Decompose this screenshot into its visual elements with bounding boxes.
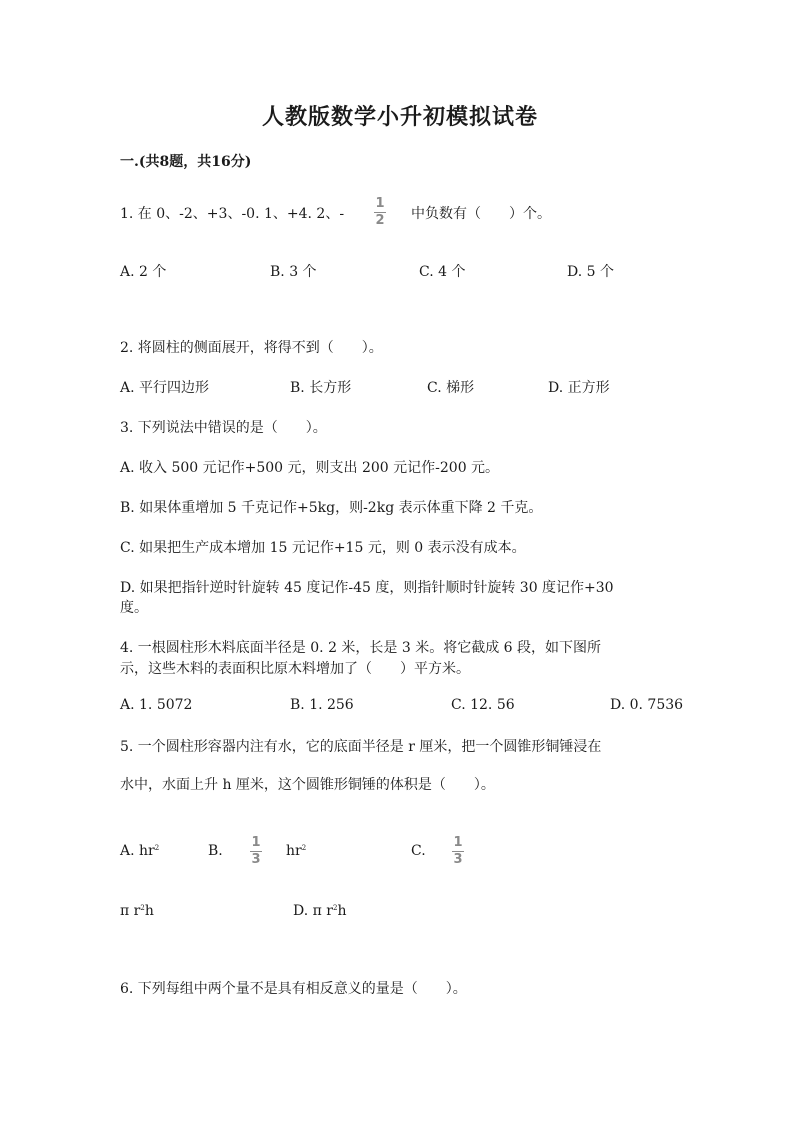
fraction-denominator: 3	[453, 852, 463, 867]
question-2-option-c[interactable]: C. 梯形	[427, 380, 475, 396]
question-4-stem-line-2: 示，这些木料的表面积比原木料增加了（ ）平方米。	[120, 661, 470, 677]
section-header: 一.(共8题，共16分)	[120, 154, 252, 170]
page-title: 人教版数学小升初模拟试卷	[261, 104, 538, 130]
question-5-option-d[interactable]	[293, 903, 346, 919]
question-2-option-a[interactable]: A. 平行四边形	[120, 380, 210, 396]
question-4-option-c[interactable]: C. 12. 56	[451, 697, 515, 713]
option-c-text: π r	[120, 903, 141, 919]
question-5-option-c-fraction	[450, 836, 466, 867]
question-4-stem-line-1: 4. 一根圆柱形木料底面半径是 0. 2 米，长是 3 米。将它截成 6 段，如下图所	[120, 640, 602, 656]
superscript-2: 2	[140, 904, 145, 912]
question-5-option-a[interactable]	[120, 843, 159, 859]
question-5-stem-line-1: 5. 一个圆柱形容器内注有水，它的底面半径是 r 厘米，把一个圆锥形铜锤浸在	[120, 739, 602, 755]
question-5-option-b-text[interactable]	[286, 843, 306, 859]
fraction-numerator: 1	[251, 835, 261, 850]
question-1-option-b[interactable]: B. 3 个	[270, 264, 317, 280]
fraction-numerator: 1	[453, 835, 463, 850]
superscript-2: 2	[301, 844, 307, 852]
question-3-option-b[interactable]: B. 如果体重增加 5 千克记作+5kg，则-2kg 表示体重下降 2 千克。	[120, 500, 543, 516]
question-1-stem-part-1: 1. 在 0、-2、+3、-0. 1、+4. 2、-	[120, 206, 345, 222]
question-4-option-a[interactable]: A. 1. 5072	[120, 697, 193, 713]
question-5-option-b-label[interactable]: B.	[208, 843, 223, 859]
question-3-stem: 3. 下列说法中错误的是（ ）。	[120, 420, 327, 436]
question-2-stem: 2. 将圆柱的侧面展开，将得不到（ ）。	[120, 340, 383, 356]
option-a-text: A. hr	[120, 843, 155, 859]
option-b-text: hr	[286, 843, 302, 859]
option-d-tail: h	[337, 903, 347, 919]
question-1-fraction	[372, 197, 388, 228]
question-5-stem-line-2: 水中，水面上升 h 厘米，这个圆锥形铜锤的体积是（ ）。	[120, 777, 495, 793]
question-3-option-c[interactable]: C. 如果把生产成本增加 15 元记作+15 元，则 0 表示没有成本。	[120, 540, 526, 556]
question-5-option-c-label[interactable]: C.	[411, 843, 426, 859]
question-1-option-a[interactable]: A. 2 个	[120, 264, 167, 280]
question-2-option-b[interactable]: B. 长方形	[290, 380, 352, 396]
question-3-option-a[interactable]: A. 收入 500 元记作+500 元，则支出 200 元记作-200 元。	[120, 460, 500, 476]
question-1-option-c[interactable]: C. 4 个	[419, 264, 466, 280]
question-3-option-d-line-1[interactable]: D. 如果把指针逆时针旋转 45 度记作-45 度，则指针顺时针旋转 30 度记作+30	[120, 580, 614, 596]
question-5-option-c-continuation[interactable]	[120, 903, 154, 919]
option-d-text: D. π r	[293, 903, 333, 919]
question-4-option-b[interactable]: B. 1. 256	[290, 697, 354, 713]
superscript-2: 2	[154, 844, 160, 852]
fraction-denominator: 2	[375, 213, 385, 228]
question-6-stem: 6. 下列每组中两个量不是具有相反意义的量是（ ）。	[120, 981, 467, 997]
fraction-denominator: 3	[251, 852, 261, 867]
question-3-option-d-line-2[interactable]: 度。	[120, 600, 148, 616]
option-c-tail: h	[144, 903, 154, 919]
question-1-option-d[interactable]: D. 5 个	[567, 264, 614, 280]
question-2-option-d[interactable]: D. 正方形	[548, 380, 610, 396]
superscript-2: 2	[332, 904, 338, 912]
question-5-option-b-fraction	[248, 836, 264, 867]
question-1-stem-part-2: 中负数有（ ）个。	[411, 206, 551, 222]
question-4-option-d[interactable]: D. 0. 7536	[610, 697, 684, 713]
fraction-numerator: 1	[375, 196, 385, 211]
